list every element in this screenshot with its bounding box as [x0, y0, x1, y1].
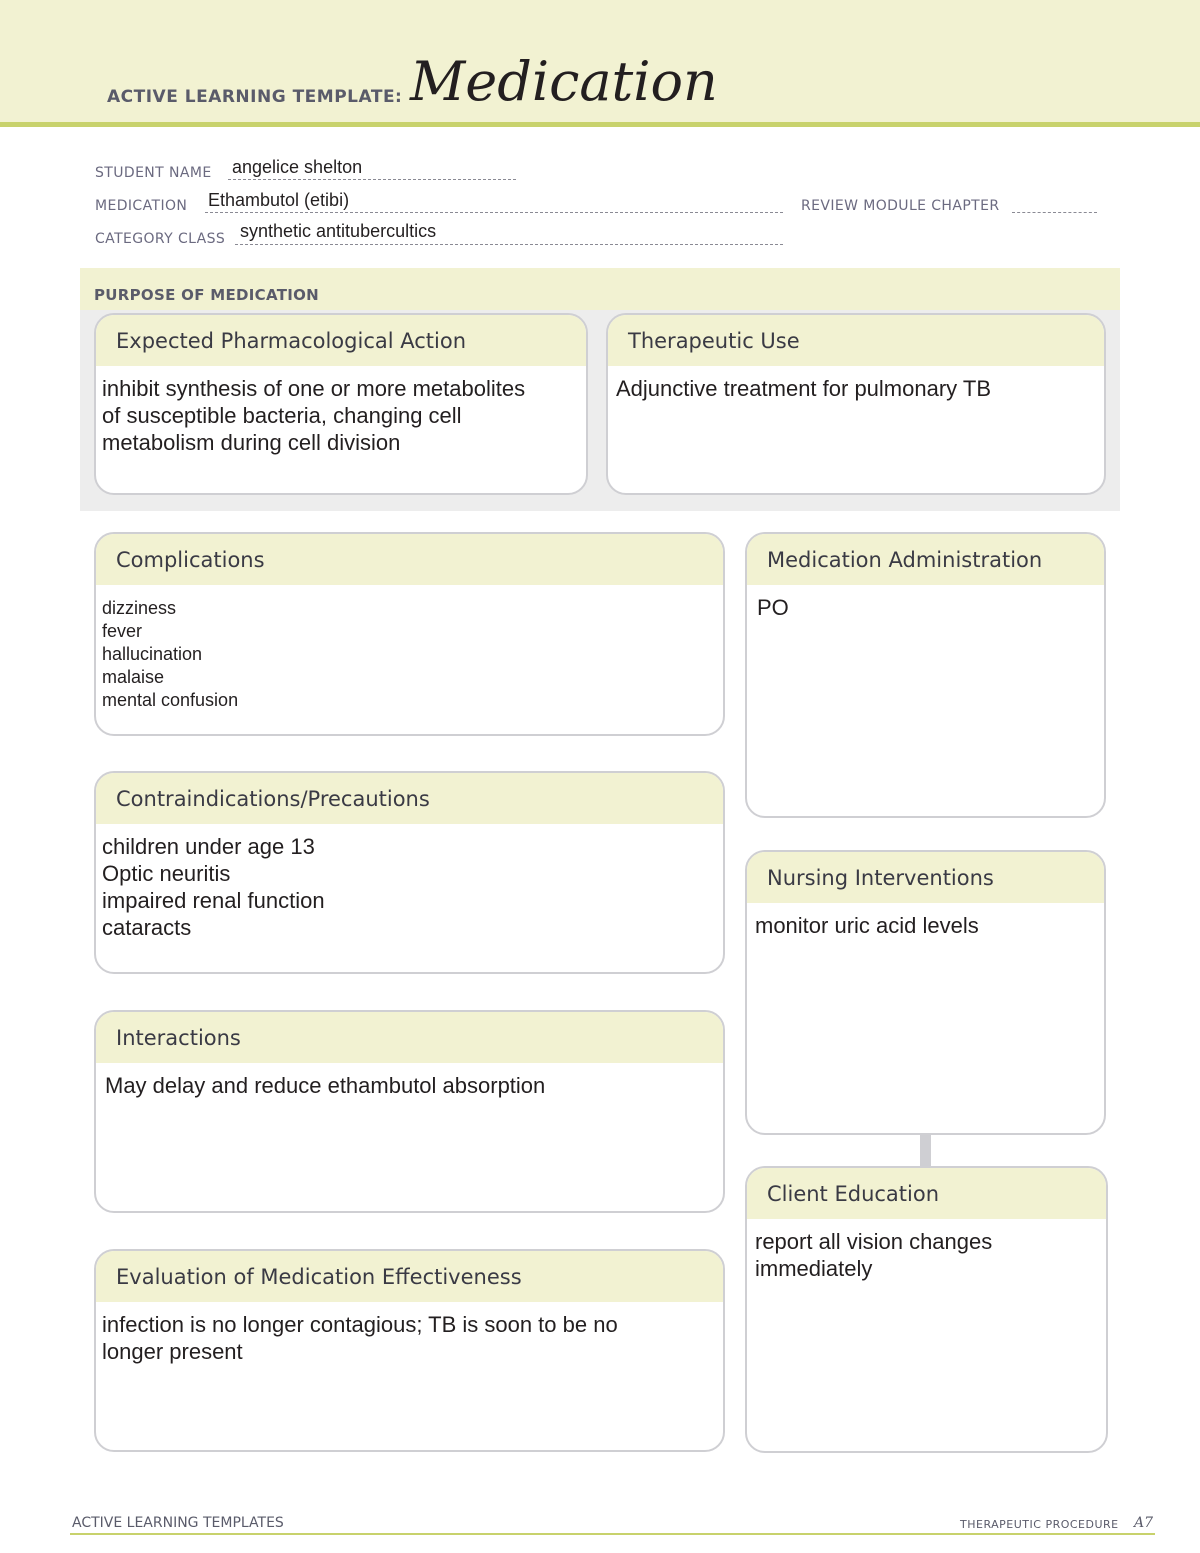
- therapeutic-use-line: Adjunctive treatment for pulmonary TB: [616, 376, 991, 401]
- contraindications-line: cataracts: [102, 915, 192, 940]
- administration-content[interactable]: [747, 585, 1104, 621]
- nursing-interventions-line: monitor uric acid levels: [755, 913, 979, 938]
- footer-rule: [70, 1533, 1155, 1535]
- nursing-interventions-title: Nursing Interventions: [747, 852, 1104, 903]
- category-class-line: [235, 244, 783, 245]
- client-education-content[interactable]: [747, 1219, 1106, 1282]
- medication-label: MEDICATION: [95, 198, 188, 214]
- category-class-field[interactable]: synthetic antitubercultics: [240, 221, 437, 241]
- complications-line: mental confusion: [102, 690, 239, 710]
- therapeutic-use-title: Therapeutic Use: [608, 315, 1104, 366]
- footer-right-label: THERAPEUTIC PROCEDURE: [960, 1518, 1119, 1531]
- complications-line: malaise: [102, 667, 165, 687]
- therapeutic-use-content[interactable]: [608, 366, 1104, 402]
- therapeutic-use-box: [606, 313, 1106, 495]
- contraindications-content[interactable]: [96, 824, 723, 941]
- contraindications-box: [94, 771, 725, 974]
- contraindications-line: Optic neuritis: [102, 861, 231, 886]
- client-education-box: [745, 1166, 1108, 1453]
- purpose-label: PURPOSE OF MEDICATION: [94, 286, 320, 304]
- review-module-label: REVIEW MODULE CHAPTER: [801, 198, 1000, 214]
- box-connector: [920, 1134, 931, 1166]
- complications-line: hallucination: [102, 644, 203, 664]
- expected-action-title: Expected Pharmacological Action: [96, 315, 586, 366]
- nursing-interventions-content[interactable]: [747, 903, 1104, 939]
- medication-field[interactable]: Ethambutol (etibi): [208, 190, 350, 210]
- contraindications-line: children under age 13: [102, 834, 315, 859]
- evaluation-content[interactable]: [96, 1302, 723, 1365]
- administration-box: [745, 532, 1106, 818]
- complications-content[interactable]: [96, 585, 723, 712]
- evaluation-line: infection is no longer contagious; TB is soon to be no: [102, 1312, 618, 1337]
- nursing-interventions-box: [745, 850, 1106, 1135]
- evaluation-box: [94, 1249, 725, 1452]
- expected-action-line: of susceptible bacteria, changing cell: [102, 403, 462, 428]
- contraindications-title: Contraindications/Precautions: [96, 773, 723, 824]
- student-name-label: STUDENT NAME: [95, 165, 212, 181]
- expected-action-line: inhibit synthesis of one or more metabolites: [102, 376, 526, 401]
- complications-line: dizziness: [102, 598, 177, 618]
- expected-action-content[interactable]: [96, 366, 586, 456]
- interactions-title: Interactions: [96, 1012, 723, 1063]
- student-name-line: [228, 179, 516, 180]
- medication-line: [205, 212, 783, 213]
- review-module-line: [1012, 212, 1097, 213]
- client-education-line: immediately: [755, 1256, 873, 1281]
- contraindications-line: impaired renal function: [102, 888, 325, 913]
- complications-box: [94, 532, 725, 736]
- expected-action-line: metabolism during cell division: [102, 430, 401, 455]
- header-rule: [0, 122, 1200, 127]
- interactions-box: [94, 1010, 725, 1213]
- interactions-line: May delay and reduce ethambutol absorption: [105, 1073, 546, 1098]
- interactions-content[interactable]: [96, 1063, 723, 1099]
- client-education-line: report all vision changes: [755, 1229, 993, 1254]
- evaluation-line: longer present: [102, 1339, 243, 1364]
- evaluation-title: Evaluation of Medication Effectiveness: [96, 1251, 723, 1302]
- complications-line: fever: [102, 621, 143, 641]
- complications-title: Complications: [96, 534, 723, 585]
- category-class-label: CATEGORY CLASS: [95, 231, 226, 247]
- template-label: ACTIVE LEARNING TEMPLATE:: [107, 87, 403, 107]
- administration-line: PO: [757, 595, 789, 620]
- administration-title: Medication Administration: [747, 534, 1104, 585]
- student-name-field[interactable]: angelice shelton: [232, 157, 363, 177]
- expected-action-box: [94, 313, 588, 495]
- footer-left-label: ACTIVE LEARNING TEMPLATES: [72, 1515, 284, 1531]
- page-number: A7: [1134, 1515, 1154, 1531]
- client-education-title: Client Education: [747, 1168, 1106, 1219]
- page-title: Medication: [410, 50, 718, 113]
